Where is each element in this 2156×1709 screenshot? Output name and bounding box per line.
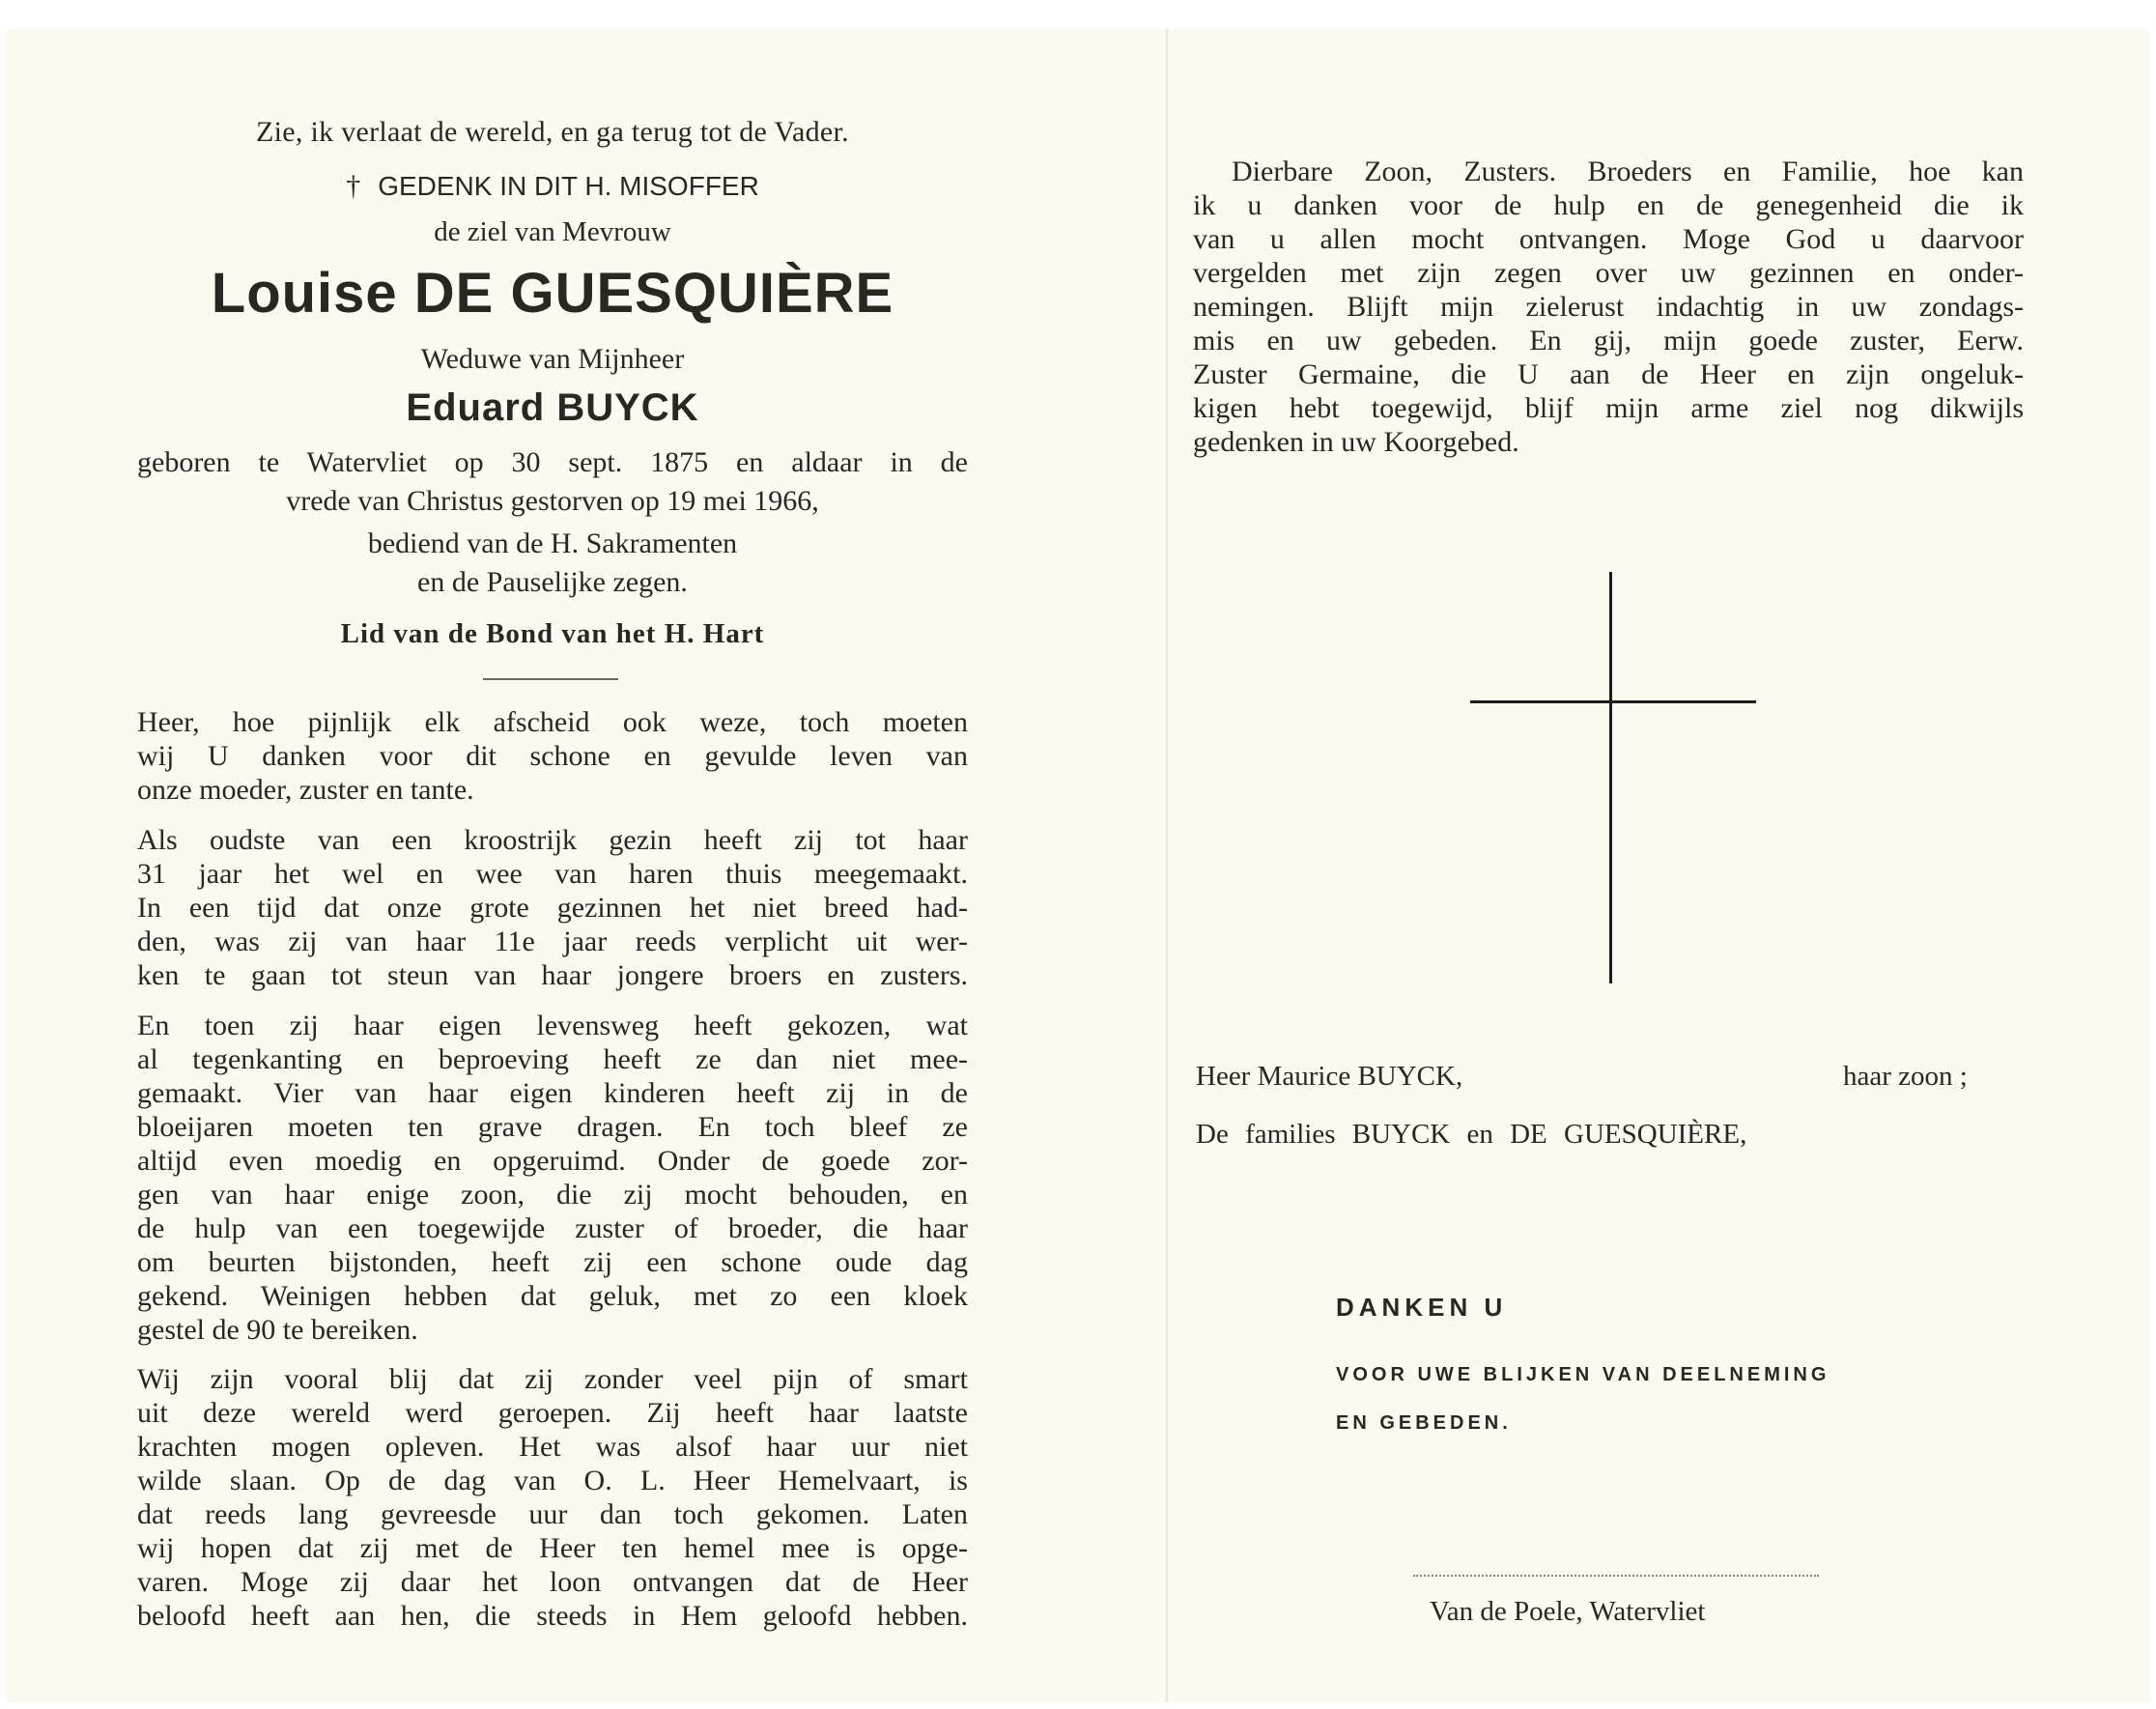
text-line: En toen zij haar eigen levensweg heeft gekozen, wat	[137, 1010, 968, 1041]
text-line: wij U danken voor dit schone en gevulde leven van	[137, 740, 968, 772]
gedenk-line	[137, 170, 968, 203]
member-line: Lid van de Bond van het H. Hart	[340, 618, 765, 649]
sacraments-line: bediend van de H. Sakramenten	[367, 527, 738, 559]
cross-horizontal	[1470, 700, 1756, 703]
born-line-2: vrede van Christus gestorven op 19 mei 1966,	[286, 485, 819, 517]
text-line: al tegenkanting en beproeving heeft ze dan niet mee-	[137, 1043, 968, 1075]
card-fold	[1166, 29, 1168, 1702]
printer-rule	[1413, 1575, 1819, 1577]
text-line: ken te gaan tot steun van haar jongere broers en zusters.	[137, 959, 968, 991]
thanks-paragraph	[1193, 155, 2024, 459]
text-line: 31 jaar het wel en wee van haren thuis meegemaakt.	[137, 858, 968, 890]
cross-vertical	[1609, 572, 1612, 983]
text-line: dat reeds lang gevreesde uur dan toch gekomen. Laten	[137, 1498, 968, 1530]
verse: Zie, ik verlaat de wereld, en ga terug tot de Vader.	[256, 116, 849, 148]
text-line: gedenken in uw Koorgebed.	[1193, 426, 1519, 458]
paragraph-2	[137, 823, 968, 992]
text-line: Wij zijn vooral blij dat zij zonder veel pijn of smart	[137, 1363, 968, 1395]
paragraph-4	[137, 1362, 968, 1633]
text-line: gestel de 90 te bereiken.	[137, 1314, 418, 1346]
text-line: de hulp van een toegewijde zuster of broeder, die haar	[137, 1212, 968, 1244]
text-line: krachten mogen opleven. Het was alsof haar uur niet	[137, 1431, 968, 1463]
text-line: wilde slaan. Op de dag van O. L. Heer Hemelvaart, is	[137, 1465, 968, 1496]
cross-symbol: †	[346, 170, 361, 202]
paragraph-1	[137, 705, 968, 807]
printer-credit: Van de Poele, Watervliet	[1430, 1596, 1706, 1627]
widow-of: Weduwe van Mijnheer	[420, 343, 685, 375]
families-line: De families BUYCK en DE GUESQUIÈRE,	[1196, 1119, 1747, 1150]
danken-heading: DANKEN U	[1336, 1293, 1508, 1322]
blessing-line: en de Pauselijke zegen.	[417, 566, 688, 598]
born-line-1: geboren te Watervliet op 30 sept. 1875 en aldaar in de	[137, 446, 968, 478]
text-line: nemingen. Blijft mijn zielerust indachtig in uw zondags-	[1193, 291, 2024, 323]
son-name: Heer Maurice BUYCK,	[1196, 1061, 1463, 1092]
gedenk-text: GEDENK IN DIT H. MISOFFER	[378, 171, 759, 201]
text-line: vergelden met zijn zegen over uw gezinnen en onder-	[1193, 257, 2024, 289]
husband-name: Eduard BUYCK	[406, 386, 699, 429]
text-line: gekend. Weinigen hebben dat geluk, met zo een kloek	[137, 1280, 968, 1312]
text-line: beloofd heeft aan hen, die steeds in Hem geloofd hebben.	[137, 1600, 968, 1632]
text-line: Als oudste van een kroostrijk gezin heeft zij tot haar	[137, 824, 968, 856]
text-line: van u allen mocht ontvangen. Moge God u daarvoor	[1193, 223, 2024, 255]
text-line: gen van haar enige zoon, die zij mocht behouden, en	[137, 1179, 968, 1211]
text-line: ik u danken voor de hulp en de genegenheid die ik	[1193, 189, 2024, 221]
text-line: In een tijd dat onze grote gezinnen het niet breed had-	[137, 892, 968, 924]
son-role: haar zoon ;	[1843, 1061, 1968, 1092]
text-line: bloeijaren moeten ten grave dragen. En toch bleef ze	[137, 1111, 968, 1143]
danken-line-1: VOOR UWE BLIJKEN VAN DEELNEMING	[1336, 1364, 1830, 1385]
deceased-name: Louise DE GUESQUIÈRE	[211, 262, 894, 325]
text-line: mis en uw gebeden. En gij, mijn goede zuster, Eerw.	[1193, 325, 2024, 356]
text-line: wij hopen dat zij met de Heer ten hemel mee is opge-	[137, 1532, 968, 1564]
text-line: altijd even moedig en opgeruimd. Onder de goede zor-	[137, 1145, 968, 1177]
text-line: varen. Moge zij daar het loon ontvangen dat de Heer	[137, 1566, 968, 1598]
text-line: Heer, hoe pijnlijk elk afscheid ook weze, toch moeten	[137, 706, 968, 738]
danken-line-2: EN GEBEDEN.	[1336, 1412, 1512, 1434]
text-line: om beurten bijstonden, heeft zij een schone oude dag	[137, 1246, 968, 1278]
text-line: uit deze wereld werd geroepen. Zij heeft haar laatste	[137, 1397, 968, 1429]
soul-of: de ziel van Mevrouw	[434, 216, 671, 247]
paragraph-3	[137, 1009, 968, 1347]
text-line: Zuster Germaine, die U aan de Heer en zijn ongeluk-	[1193, 358, 2024, 390]
text-line: den, was zij van haar 11e jaar reeds verplicht uit wer-	[137, 926, 968, 957]
text-line: kigen hebt toegewijd, blijf mijn arme ziel nog dikwijls	[1193, 392, 2024, 424]
text-line: onze moeder, zuster en tante.	[137, 774, 474, 806]
text-line: Dierbare Zoon, Zusters. Broeders en Familie, hoe kan	[1232, 156, 2024, 187]
text-line: gemaakt. Vier van haar eigen kinderen heeft zij in de	[137, 1077, 968, 1109]
separator-rule	[483, 678, 618, 680]
